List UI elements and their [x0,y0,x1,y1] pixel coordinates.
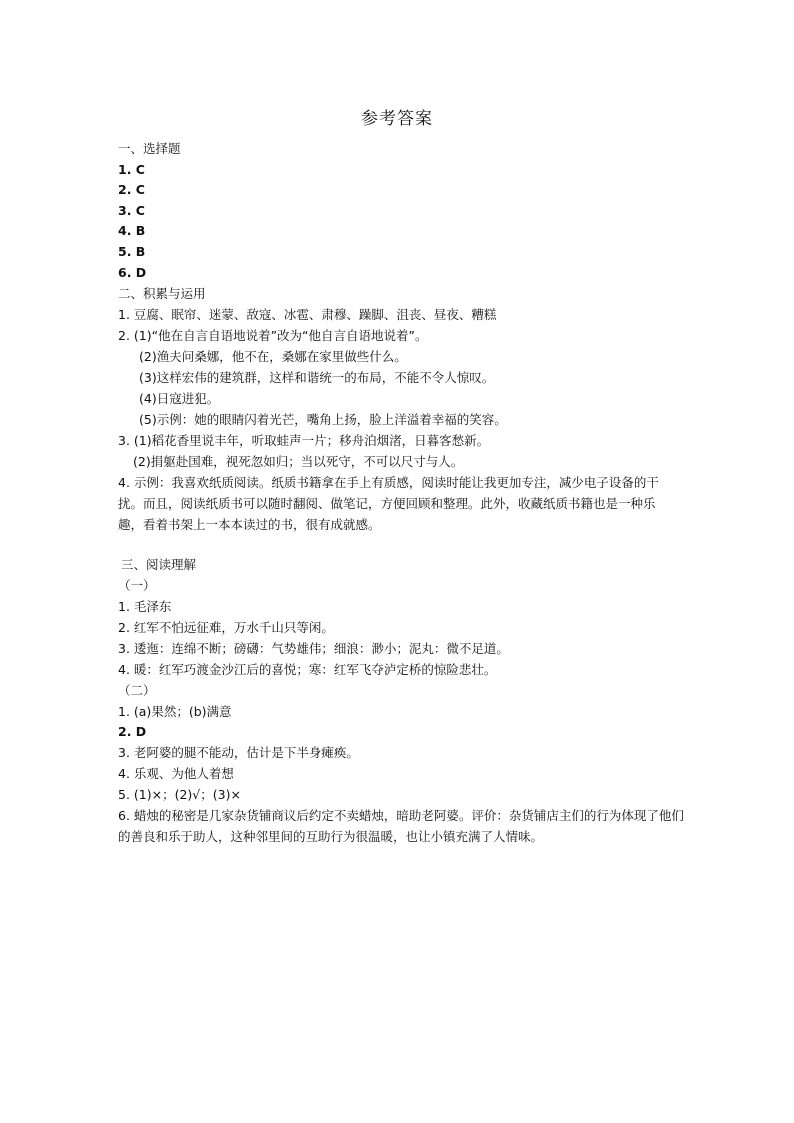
reading2-answer-6: 6. 蜡烛的秘密是几家杂货铺商议后约定不卖蜡烛，暗助老阿婆。评价：杂货铺店主们的行为体现了他们的善良和乐于助人，这种邻里间的互助行为很温暖，也让小镇充满了人情味。 [118,808,684,844]
accum-answer-2-5: (5)示例：她的眼睛闪着光芒，嘴角上扬，脸上洋溢着幸福的笑容。 [139,412,507,427]
reading-part2-label: （二） [118,683,156,698]
section1-heading: 一、选择题 [118,141,181,156]
accum-answer-3-2: (2)捐躯赴国难，视死忽如归；当以死守，不可以尺寸与人。 [133,454,464,469]
accum-answer-3-1: 3. (1)稻花香里说丰年，听取蛙声一片；移舟泊烟渚，日暮客愁新。 [118,433,490,448]
reading2-answer-4: 4. 乐观、为他人着想 [118,766,234,781]
section3-heading: 三、阅读理解 [121,557,197,572]
reading2-answer-5: 5. (1)×；(2)√；(3)× [118,787,241,802]
accum-answer-2-3: (3)这样宏伟的建筑群，这样和谐统一的布局，不能不令人惊叹。 [139,370,495,385]
reading1-answer-1: 1. 毛泽东 [118,599,172,614]
page-title: 参考答案 [361,109,433,129]
reading-part1-label: （一） [118,578,156,593]
reading1-answer-4: 4. 暖：红军巧渡金沙江后的喜悦；寒：红军飞夺泸定桥的惊险悲壮。 [118,662,497,677]
reading2-answer-2: 2. D [118,724,147,739]
choice-answer-4: 4. B [118,223,146,238]
choice-answer-3: 3. C [118,203,145,218]
choice-answer-1: 1. C [118,162,145,177]
reading1-answer-3: 3. 逶迤：连绵不断；磅礴：气势雄伟；细浪：渺小；泥丸：微不足道。 [118,641,509,656]
accum-answer-2-2: (2)渔夫问桑娜，他不在，桑娜在家里做些什么。 [139,349,407,364]
reading2-answer-3: 3. 老阿婆的腿不能动，估计是下半身瘫痪。 [118,745,359,760]
accum-answer-2-1: 2. (1)“他在自言自语地说着”改为“他自言自语地说着”。 [118,328,428,343]
choice-answer-6: 6. D [118,265,147,280]
accum-answer-1: 1. 豆腐、眠帘、迷蒙、敌寇、冰雹、肃穆、躁脚、沮丧、昼夜、糟糕 [118,307,497,322]
accum-answer-4: 4. 示例：我喜欢纸质阅读。纸质书籍拿在手上有质感，阅读时能让我更加专注，减少电子设备的干扰。而且，阅读纸质书可以随时翻阅、做笔记，方便回顾和整理。此外，收藏纸质书籍也是一种乐趣，看着书架上一本本读过的书，很有成就感。 [118,475,659,532]
section2-heading: 二、积累与运用 [118,286,206,301]
reading1-answer-2: 2. 红军不怕远征难，万水千山只等闲。 [118,620,334,635]
reading2-answer-1: 1. (a)果然；(b)满意 [118,704,232,719]
accum-answer-2-4: (4)日寇进犯。 [139,391,220,406]
choice-answer-2: 2. C [118,182,145,197]
choice-answer-5: 5. B [118,244,146,259]
